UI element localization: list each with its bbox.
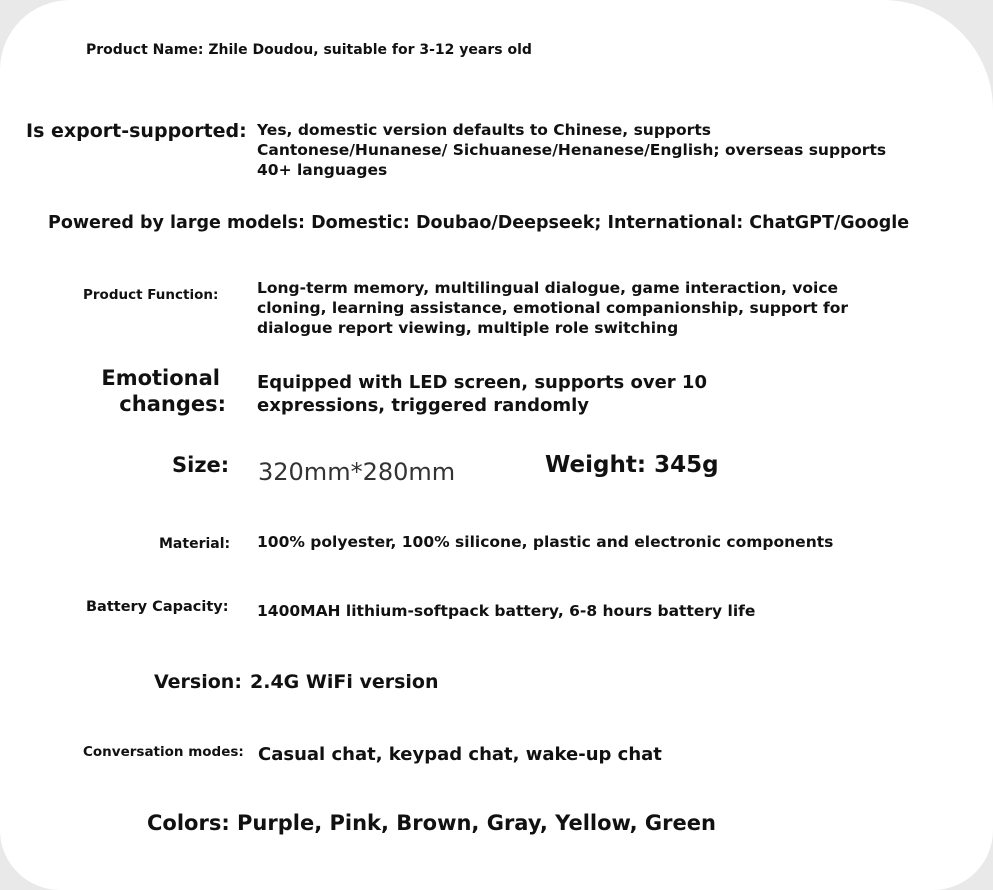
weight-line: Weight: 345g <box>545 452 719 478</box>
emotional-value-line2: expressions, triggered randomly <box>257 395 589 416</box>
emotional-label-line2: changes: <box>119 392 226 416</box>
size-value: 320mm*280mm <box>258 458 456 486</box>
size-label: Size: <box>172 453 230 477</box>
version-value: 2.4G WiFi version <box>250 671 439 693</box>
function-label: Product Function: <box>83 287 219 303</box>
colors-line: Colors: Purple, Pink, Brown, Gray, Yellow, Green <box>147 811 716 835</box>
conversation-label: Conversation modes: <box>83 744 244 760</box>
product-name: Product Name: Zhile Doudou, suitable for 3-12 years old <box>86 42 532 58</box>
battery-label: Battery Capacity: <box>86 599 229 615</box>
function-value: Long-term memory, multilingual dialogue, game interaction, voice cloning, learning assistance, emotional companionship, support for dialogue report viewing, multiple role switching <box>257 279 849 337</box>
version-label: Version: <box>154 671 242 693</box>
material-value: 100% polyester, 100% silicone, plastic and electronic components <box>257 533 834 551</box>
models-line: Powered by large models: Domestic: Doubao/Deepseek; International: ChatGPT/Google <box>48 213 910 233</box>
export-label: Is export-supported: <box>26 120 247 142</box>
emotional-value-line1: Equipped with LED screen, supports over 10 <box>257 372 707 393</box>
battery-value: 1400MAH lithium-softpack battery, 6-8 hours battery life <box>257 602 756 620</box>
emotional-label-line1: Emotional <box>101 366 220 390</box>
conversation-value: Casual chat, keypad chat, wake-up chat <box>258 744 662 765</box>
export-value: Yes, domestic version defaults to Chinese, supports Cantonese/Hunanese/ Sichuanese/Henanese/English; overseas supports 40+ languages <box>257 121 887 179</box>
material-label: Material: <box>159 536 231 552</box>
